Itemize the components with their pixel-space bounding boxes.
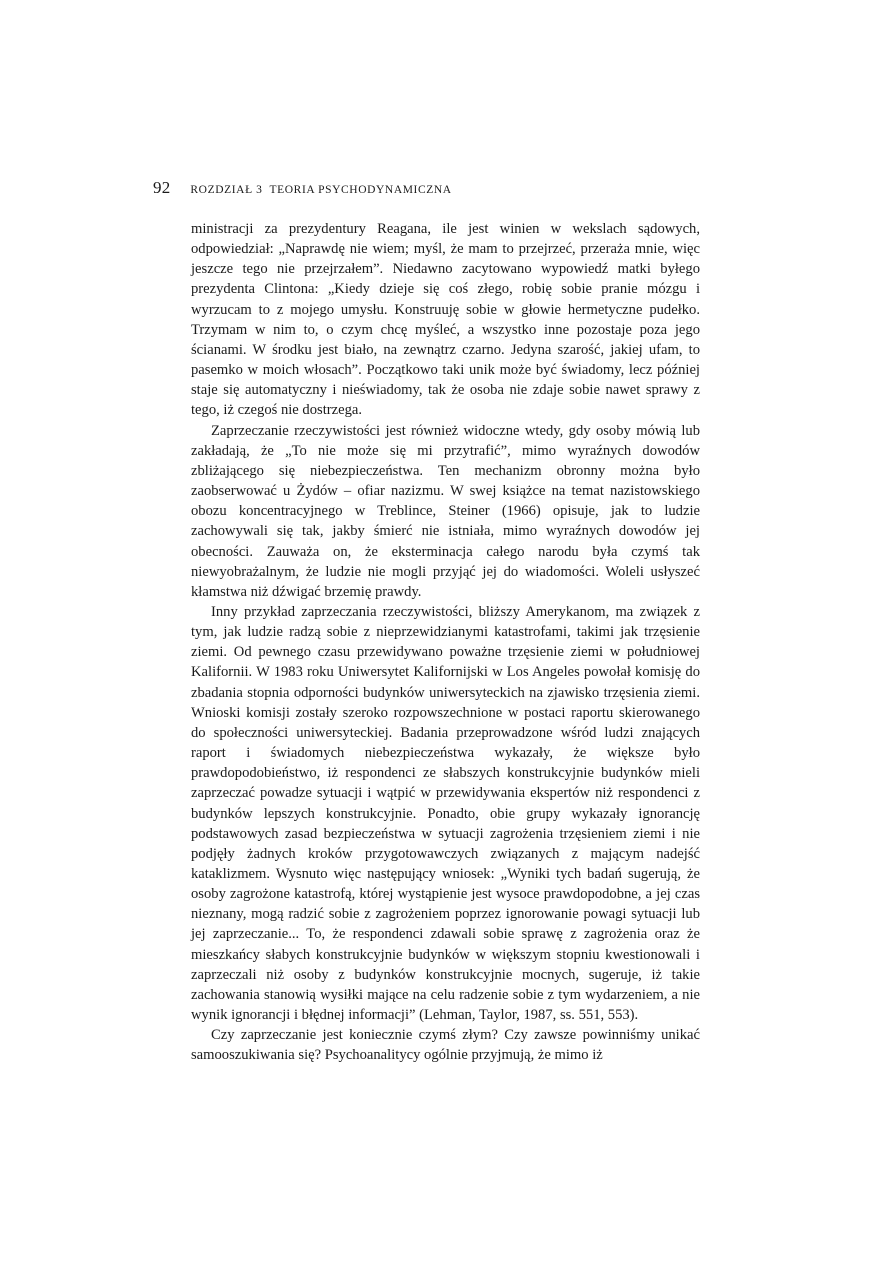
chapter-label: ROZDZIAŁ 3 bbox=[190, 184, 263, 196]
running-head bbox=[153, 178, 452, 200]
paragraph-continuation: ministracji za prezydentury Reagana, ile jest winien w wekslach sądowych, odpowiedział: „Naprawdę nie wiem; myśl, że mam to przejrzeć, przeraża mnie, więc jeszcze tego nie przejrzałem”. Niedawno zacytowano wypowiedź matki byłego prezydenta Clintona: „Kiedy dzieje się coś złego, robię sobie pranie mózgu i wyrzucam to z mojego umysłu. Konstruuję sobie w głowie hermetyczne pudełko. Trzymam w nim to, o czym chcę myśleć, a wszystko inne pozostaje poza jego ścianami. W środku jest biało, na zewnątrz czarno. Jedyna szarość, jakiej ufam, to pasemko w moich włosach”. Początkowo taki unik może być świadomy, lecz później staje się automatyczny i nieświadomy, tak że osoba nie zdaje sobie nawet sprawy z tego, iż czegoś nie dostrzega. bbox=[191, 221, 700, 419]
paragraph-self-deception: Czy zaprzeczanie jest koniecznie czymś złym? Czy zawsze powinniśmy unikać samooszukiwania się? Psychoanalitycy ogólnie przyjmują, że mimo iż bbox=[191, 1027, 700, 1064]
paragraph-denial-danger: Zaprzeczanie rzeczywistości jest również widoczne wtedy, gdy osoby mówią lub zakładają, że „To nie może się mi przytrafić”, mimo wyraźnych dowodów zbliżającego się niebezpieczeństwa. Ten mechanizm obronny można było zaobserwować u Żydów – ofiar nazizmu. W swej książce na temat nazistowskiego obozu koncentracyjnego w Treblince, Steiner (1966) opisuje, jak to ludzie zachowywali się tak, jakby śmierć nie istniała, mimo wyraźnych dowodów jej obecności. Zauważa on, że eksterminacja całego narodu była czymś tak niewyobrażalnym, że ludzie nie mogli przyjąć jej do wiadomości. Woleli usłyszeć kłamstwa niż dźwigać brzemię prawdy. bbox=[191, 422, 700, 600]
page-number: 92 bbox=[153, 178, 171, 197]
paragraph-earthquake-example: Inny przykład zaprzeczania rzeczywistości, bliższy Amerykanom, ma związek z tym, jak ludzie radzą sobie z nieprzewidzianymi katastrofami, takimi jak trzęsienie ziemi. Od pewnego czasu przewidywano poważne trzęsienie ziemi w południowej Kalifornii. W 1983 roku Uniwersytet Kalifornijski w Los Angeles powołał komisję do zbadania stopnia odporności budynków uniwersyteckich na zjawisko trzęsienia ziemi. Wnioski komisji zostały szeroko rozpowszechnione w postaci raportu skierowanego do społeczności uniwersyteckiej. Badania przeprowadzone wśród ludzi znających raport i świadomych niebezpieczeństwa wykazały, że większe było prawdopodobieństwo, iż respondenci ze słabszych konstrukcyjnie budynków mieli zaprzeczać powadze sytuacji i wątpić w przewidywania ekspertów niż respondenci z budynków lepszych konstrukcyjnie. Ponadto, obie grupy wykazały ignorancję podstawowych zasad bezpieczeństwa w sytuacji zagrożenia trzęsieniem ziemi i nie podjęły żadnych kroków przygotowawczych związanych z mającym nadejść kataklizmem. Wysnuto więc następujący wniosek: „Wyniki tych badań sugerują, że osoby zagrożone katastrofą, której wystąpienie jest wysoce prawdopodobne, a jej czas nieznany, mogą radzić sobie z zagrożeniem poprzez ignorowanie powagi sytuacji lub jej zaprzeczanie... To, że respondenci zdawali sobie sprawę z zagrożenia oraz że mieszkańcy słabych konstrukcyjnie budynków w większym stopniu kwestionowali i zaprzeczali niż osoby z budynków konstrukcyjnie mocnych, sugeruje, iż takie zachowania stanowią wysiłki mające na celu radzenie sobie z tym wydarzeniem, a nie wynik ignorancji i błędnej informacji” (Lehman, Taylor, 1987, ss. 551, 553). bbox=[191, 603, 700, 1024]
body-text bbox=[191, 219, 700, 1066]
chapter-title: TEORIA PSYCHODYNAMICZNA bbox=[269, 184, 452, 196]
